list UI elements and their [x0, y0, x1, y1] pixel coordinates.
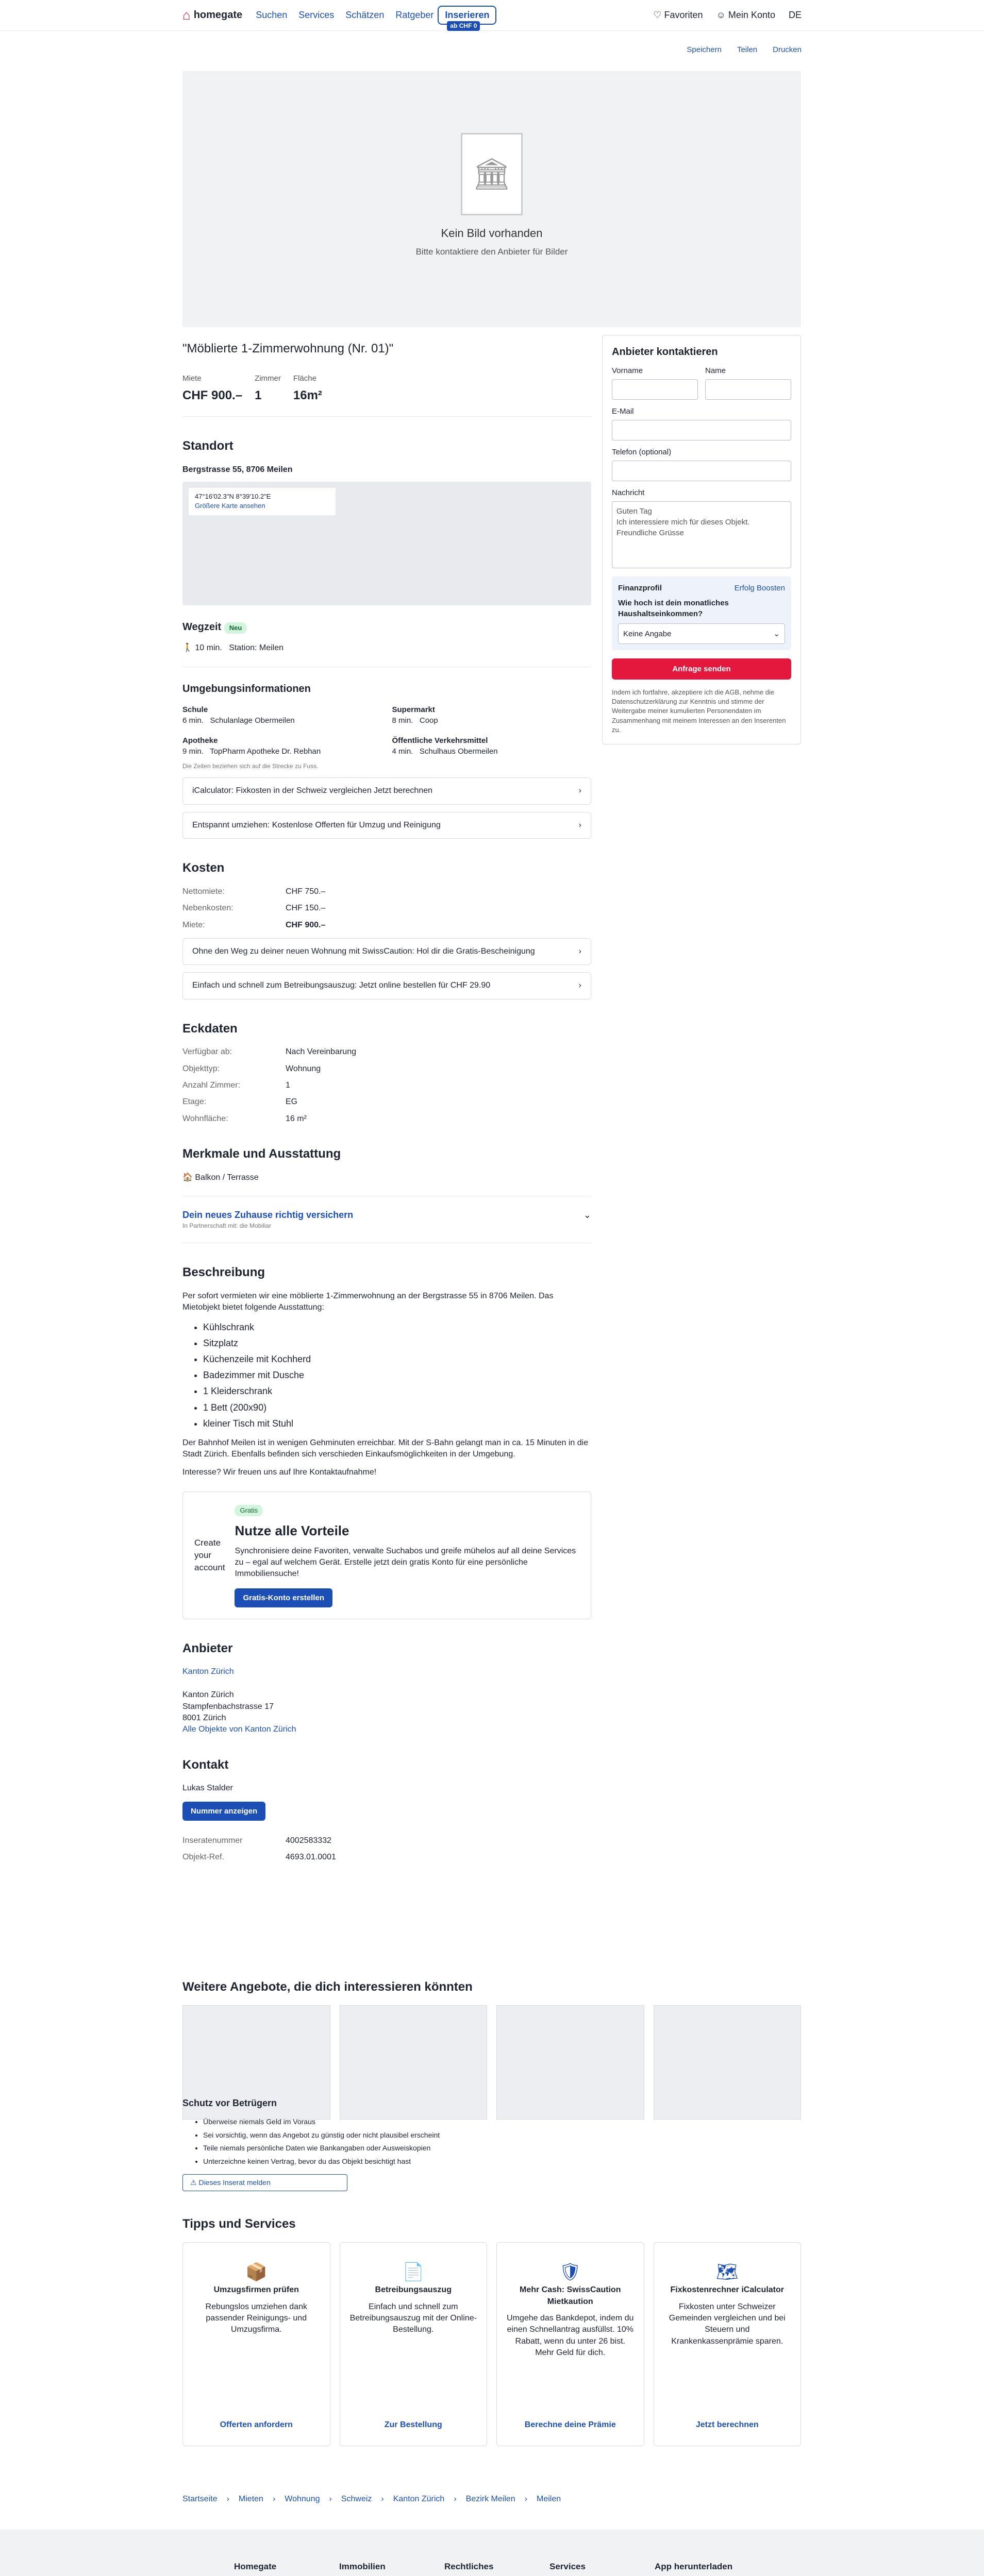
walk-note: Die Zeiten beziehen sich auf die Strecke zu Fuss.: [182, 762, 319, 770]
income-selected: Keine Angabe: [623, 630, 672, 638]
chevron-right-icon: ›: [578, 820, 581, 829]
message-textarea[interactable]: Guten Tag Ich interessiere mich für dieses Objekt. Freundliche Grüsse: [612, 501, 791, 568]
card-text: Einfach und schnell zum Betreibungsauszug: Jetzt online bestellen für CHF 29.90: [192, 981, 491, 990]
footer: [0, 2530, 984, 2576]
chevron-down-icon: ⌄: [773, 630, 780, 638]
reference-table: [182, 1835, 591, 1863]
insurance-row[interactable]: [182, 1209, 591, 1230]
footer-col: [444, 2561, 529, 2576]
tip-card[interactable]: [340, 2242, 488, 2446]
footer-col: [234, 2561, 319, 2576]
tip-text: Einfach und schnell zum Betreibungsauszug mit der Online-Bestellung.: [349, 2302, 477, 2334]
send-request-button[interactable]: Anfrage senden: [612, 658, 791, 680]
partner-text: In Partnerschaft mit: die Mobiliar: [182, 1222, 272, 1230]
description-intro: Per sofort vermieten wir eine möblierte 1-Zimmerwohnung an der Bergstrasse 55 in 8706 Meilen. Das Mietobjekt bietet folgende Ausstattung:: [182, 1291, 554, 1312]
ref-value: 4693.01.0001: [286, 1853, 336, 1862]
detail-value: 16 m²: [286, 1114, 307, 1123]
anbieter-title: Anbieter: [182, 1641, 233, 1655]
wegzeit-row: 🚶 10 min. Station: Meilen: [182, 643, 284, 653]
item-label: Supermarkt: [392, 705, 435, 714]
footer-heading: Services: [549, 2562, 586, 2571]
finance-title: Finanzprofil: [618, 584, 662, 592]
tip-card[interactable]: [496, 2242, 644, 2446]
promo-left: Create your account: [194, 1538, 225, 1572]
account-link[interactable]: ☺ Mein Konto: [716, 9, 775, 20]
nav-schaetzen[interactable]: Schätzen: [345, 9, 385, 20]
cost-key: Nettomiete:: [182, 887, 225, 896]
new-badge: Neu: [224, 622, 247, 634]
crumb[interactable]: Wohnung: [285, 2495, 320, 2503]
item-name: Schulanlage Obermeilen: [210, 716, 295, 725]
list-item: • Badezimmer mit Dusche: [203, 1369, 591, 1382]
feature-item: 🏠 Balkon / Terrasse: [182, 1173, 259, 1182]
tip-text: Fixkosten unter Schweizer Gemeinden vergleichen und bei Steuern und Krankenkassenprämie sparen.: [669, 2302, 786, 2346]
breadcrumb: Startseite › Mieten › Wohnung › Schweiz › Kanton Zürich › Bezirk Meilen › Meilen: [182, 2494, 801, 2505]
list-item: • Teile niemals persönliche Daten wie Bankangaben oder Ausweiskopien: [203, 2143, 801, 2154]
favorites-label: Favoriten: [664, 9, 703, 20]
tip-title: Umzugsfirmen prüfen: [213, 2285, 299, 2295]
logo-text: homegate: [193, 9, 243, 21]
tip-title: Fixkostenrechner iCalculator: [670, 2285, 784, 2295]
promo-text: Synchronisiere deine Favoriten, verwalte Suchabos und greife mühelos auf all deine Services zu – egal auf welchem Gerät. Erstelle jetzt dein gratis Konto für eine persönliche Immobiliensuche!: [235, 1546, 576, 1579]
item-label: Schule: [182, 705, 208, 714]
crumb[interactable]: Meilen: [537, 2495, 561, 2503]
legal-text: Indem ich fortfahre, akzeptiere ich die AGB, nehme die Datenschutzerklärung zur Kenntnis und stimme der Weitergabe meiner kumulierten Personendaten im Zusammenhang mit meinem Interessen an den Inserenten zu.: [612, 688, 786, 734]
eckdaten-title: Eckdaten: [182, 1021, 238, 1036]
map-info: [189, 488, 336, 515]
footer-col: [549, 2561, 634, 2576]
map-icon: 🗺: [716, 2262, 739, 2282]
contact-name: Lukas Stalder: [182, 1784, 233, 1793]
area-fact: [293, 373, 322, 404]
chevron-right-icon: ›: [578, 981, 581, 990]
save-button[interactable]: Speichern: [687, 45, 722, 54]
phone-label: Telefon (optional): [612, 448, 672, 456]
crumb[interactable]: Schweiz: [341, 2495, 372, 2503]
footer-col: [339, 2561, 424, 2576]
item-name: Coop: [419, 716, 438, 725]
item-time: 8 min.: [392, 716, 413, 725]
insurance-link[interactable]: Dein neues Zuhause richtig versichern: [182, 1210, 354, 1221]
surrounding-item: [392, 735, 592, 757]
coords: 47°16'02.3"N 8°39'10.2"E: [195, 493, 271, 501]
tips-title: Tipps und Services: [182, 2217, 296, 2231]
rooms-value: 1: [255, 388, 262, 402]
list-item: • Sei vorsichtig, wenn das Angebot zu günstig oder nicht plausibel erscheint: [203, 2130, 801, 2141]
list-item: • Unterzeichne keinen Vertrag, bevor du das Objekt besichtigt hast: [203, 2157, 801, 2167]
standort-title: Standort: [182, 439, 234, 453]
footer-heading: Immobilien: [339, 2562, 386, 2571]
area-label: Fläche: [293, 374, 316, 383]
ref-key: Objekt-Ref.: [182, 1853, 224, 1862]
crumb[interactable]: Mieten: [238, 2495, 263, 2503]
tip-link[interactable]: Jetzt berechnen: [695, 2420, 759, 2430]
no-image-subtitle: Bitte kontaktiere den Anbieter für Bilder: [415, 246, 568, 257]
list-item: • kleiner Tisch mit Stuhl: [203, 1417, 591, 1430]
top-nav: [0, 0, 984, 31]
footer-heading: App herunterladen: [655, 2562, 733, 2571]
detail-value: 1: [286, 1081, 290, 1090]
surrounding-item: [392, 704, 592, 726]
card-text: Ohne den Weg zu deiner neuen Wohnung mit SwissCaution: Hol dir die Gratis-Bescheinigung: [192, 946, 535, 956]
tip-text: Rebungslos umziehen dank passender Reinigungs- und Umzugsfirma.: [205, 2302, 307, 2334]
lastname-label: Name: [705, 366, 726, 375]
nav-suchen[interactable]: Suchen: [256, 9, 288, 20]
tip-link[interactable]: Zur Bestellung: [384, 2420, 442, 2430]
list-item: • Sitzplatz: [203, 1337, 591, 1350]
crumb[interactable]: Startseite: [182, 2495, 218, 2503]
provider-city: 8001 Zürich: [182, 1713, 226, 1722]
provider-all-link[interactable]: Alle Objekte von Kanton Zürich: [182, 1725, 296, 1734]
swisscaution-card[interactable]: [182, 938, 591, 965]
footer-heading: Homegate: [234, 2562, 277, 2571]
homegate-logo-icon: ⌂: [182, 7, 191, 23]
logo[interactable]: [182, 6, 242, 24]
beschreibung-title: Beschreibung: [182, 1265, 265, 1280]
item-label: Öffentliche Verkehrsmittel: [392, 736, 488, 745]
account-promo: [182, 1492, 591, 1619]
item-label: Apotheke: [182, 736, 218, 745]
box-icon: 📦: [245, 2262, 268, 2282]
key-facts: [182, 373, 591, 404]
ref-value: 4002583332: [286, 1836, 331, 1845]
description-p2: Interesse? Wir freuen uns auf Ihre Kontaktaufnahme!: [182, 1467, 377, 1477]
account-label: Mein Konto: [728, 9, 775, 20]
provider-block: [182, 1666, 591, 1735]
building-icon: 🏛: [461, 133, 523, 215]
provider-street: Stampfenbachstrasse 17: [182, 1702, 274, 1711]
list-item: • 1 Kleiderschrank: [203, 1385, 591, 1398]
detail-key: Anzahl Zimmer:: [182, 1081, 241, 1090]
favorites-link[interactable]: ♡ Favoriten: [653, 9, 703, 20]
provider-link[interactable]: Kanton Zürich: [182, 1667, 234, 1676]
map[interactable]: [182, 482, 591, 605]
wegzeit-label: Wegzeit: [182, 621, 222, 633]
phone-input[interactable]: [612, 461, 791, 481]
surrounding-item: [182, 735, 382, 757]
feature-label: Balkon / Terrasse: [195, 1173, 259, 1182]
cost-value: CHF 750.–: [286, 887, 326, 896]
tip-card[interactable]: [182, 2242, 330, 2446]
income-select[interactable]: [618, 623, 785, 644]
cost-value: CHF 150.–: [286, 904, 326, 913]
similar-offers: [182, 1958, 801, 2120]
detail-key: Verfügbar ab:: [182, 1047, 232, 1057]
email-label: E-Mail: [612, 407, 634, 416]
item-name: Schulhaus Obermeilen: [419, 747, 498, 756]
address: Bergstrasse 55, 8706 Meilen: [182, 465, 293, 474]
costs-table: [182, 886, 591, 931]
details-table: [182, 1046, 591, 1125]
detail-value: Nach Vereinbarung: [286, 1047, 356, 1057]
walk-time: 10 min.: [195, 643, 222, 653]
rent-fact: [182, 373, 242, 404]
tip-link[interactable]: Offerten anfordern: [220, 2420, 293, 2430]
item-time: 4 min.: [392, 747, 413, 756]
amenity-list: [203, 1321, 591, 1430]
chevron-down-icon: ⌄: [583, 1210, 591, 1221]
lastname-input[interactable]: [705, 379, 791, 400]
fraud-protection: [182, 2097, 801, 2191]
nav-services[interactable]: Services: [298, 9, 335, 20]
provider-name: Kanton Zürich: [182, 1690, 234, 1700]
income-question: Wie hoch ist dein monatliches Haushaltseinkommen?: [618, 599, 729, 618]
email-input[interactable]: [612, 420, 791, 440]
firstname-input[interactable]: [612, 379, 698, 400]
footer-col: [655, 2561, 739, 2576]
finance-profile: [612, 577, 791, 650]
betreibung-card[interactable]: [182, 972, 591, 999]
nav-ratgeber[interactable]: Ratgeber: [395, 9, 434, 20]
description-p1: Der Bahnhof Meilen ist in wenigen Gehminuten erreichbar. Mit der S-Bahn gelangt man in ca. 15 Minuten in die Stadt Zürich. Ebenfalls befinden sich verschieden Einkaufsmöglichkeiten in der Umgebung.: [182, 1438, 589, 1459]
shield-icon: 🛡: [559, 2262, 581, 2282]
form-title: Anbieter kontaktieren: [612, 346, 718, 358]
promo-badge: Gratis: [235, 1505, 263, 1516]
similar-title: Weitere Angebote, die dich interessieren könnten: [182, 1980, 473, 1994]
listing-title: "Möblierte 1-Zimmerwohnung (Nr. 01)": [182, 342, 394, 355]
detail-value: Wohnung: [286, 1064, 321, 1073]
no-image-title: Kein Bild vorhanden: [441, 227, 543, 240]
surroundings-grid: [182, 704, 591, 757]
cost-key: Nebenkosten:: [182, 904, 234, 913]
rent-label: Miete: [182, 374, 202, 383]
create-account-button[interactable]: Gratis-Konto erstellen: [235, 1588, 332, 1607]
cost-key: Miete:: [182, 920, 205, 929]
tip-text: Umgehe das Bankdepot, indem du einen Schnellantrag ausfüllst. 10% Rabatt, wenn du unter 26 bist. Mehr Geld für dich.: [507, 2313, 634, 2358]
crumb[interactable]: Kanton Zürich: [393, 2495, 445, 2503]
share-button[interactable]: Teilen: [737, 45, 758, 54]
report-label: Dieses Inserat melden: [198, 2178, 271, 2187]
list-item: • 1 Bett (200x90): [203, 1401, 591, 1414]
item-time: 6 min.: [182, 716, 204, 725]
boost-link[interactable]: Erfolg Boosten: [734, 584, 785, 592]
kontakt-title: Kontakt: [182, 1757, 229, 1772]
list-item: • Kühlschrank: [203, 1321, 591, 1334]
message-label: Nachricht: [612, 488, 645, 497]
detail-value: EG: [286, 1097, 298, 1107]
crumb[interactable]: Bezirk Meilen: [465, 2495, 515, 2503]
divider: [182, 416, 591, 417]
detail-key: Etage:: [182, 1097, 207, 1107]
tip-card[interactable]: [654, 2242, 802, 2446]
document-icon: 📄: [402, 2262, 424, 2282]
rooms-label: Zimmer: [255, 374, 281, 383]
larger-map-link[interactable]: Größere Karte ansehen: [195, 502, 265, 510]
card-text: Entspannt umziehen: Kostenlose Offerten für Umzug und Reinigung: [192, 820, 441, 829]
detail-key: Wohnfläche:: [182, 1114, 228, 1123]
print-button[interactable]: Drucken: [773, 45, 802, 54]
wegzeit-title: [182, 620, 591, 634]
listing-main: [182, 340, 591, 1863]
item-time: 9 min.: [182, 747, 204, 756]
ref-key: Inseratenummer: [182, 1836, 243, 1845]
icalculator-card[interactable]: [182, 777, 591, 804]
tip-title: Betreibungsauszug: [375, 2285, 452, 2295]
station: Station: Meilen: [229, 643, 284, 653]
inserieren-button[interactable]: [438, 6, 496, 29]
merkmale-title: Merkmale und Ausstattung: [182, 1147, 341, 1161]
fraud-title: Schutz vor Betrügern: [182, 2098, 277, 2108]
area-value: 16m²: [293, 388, 322, 402]
footer-heading: Rechtliches: [444, 2562, 494, 2571]
rooms-fact: [255, 373, 281, 404]
show-number-button[interactable]: Nummer anzeigen: [182, 1802, 265, 1821]
report-button[interactable]: ⚠ Dieses Inserat melden: [182, 2174, 347, 2192]
inserieren-label: Inserieren: [445, 9, 490, 20]
card-text: iCalculator: Fixkosten in der Schweiz vergleichen Jetzt berechnen: [192, 786, 433, 795]
listing-actions: [687, 44, 802, 55]
chevron-right-icon: ›: [578, 786, 581, 795]
tip-link[interactable]: Berechne deine Prämie: [524, 2420, 616, 2430]
price-badge: ab CHF 0: [447, 21, 480, 31]
contact-form: [602, 335, 801, 744]
chevron-right-icon: ›: [578, 946, 581, 956]
list-item: • Überweise niemals Geld im Voraus: [203, 2117, 801, 2127]
detail-key: Objekttyp:: [182, 1064, 220, 1073]
tip-title: Mehr Cash: SwissCaution Mietkaution: [520, 2285, 621, 2306]
promo-title: Nutze alle Vorteile: [235, 1523, 349, 1539]
no-image-placeholder: [182, 71, 801, 327]
language-select[interactable]: DE: [788, 9, 802, 20]
kosten-title: Kosten: [182, 861, 225, 875]
surrounding-item: [182, 704, 382, 726]
cost-value: CHF 900.–: [286, 920, 326, 929]
moving-card[interactable]: [182, 812, 591, 839]
rent-value: CHF 900.–: [182, 388, 243, 402]
umgebung-title: Umgebungsinformationen: [182, 683, 311, 694]
firstname-label: Vorname: [612, 366, 643, 375]
tips-services: [182, 2215, 801, 2446]
list-item: • Küchenzeile mit Kochherd: [203, 1353, 591, 1366]
item-name: TopPharm Apotheke Dr. Rebhan: [210, 747, 321, 756]
